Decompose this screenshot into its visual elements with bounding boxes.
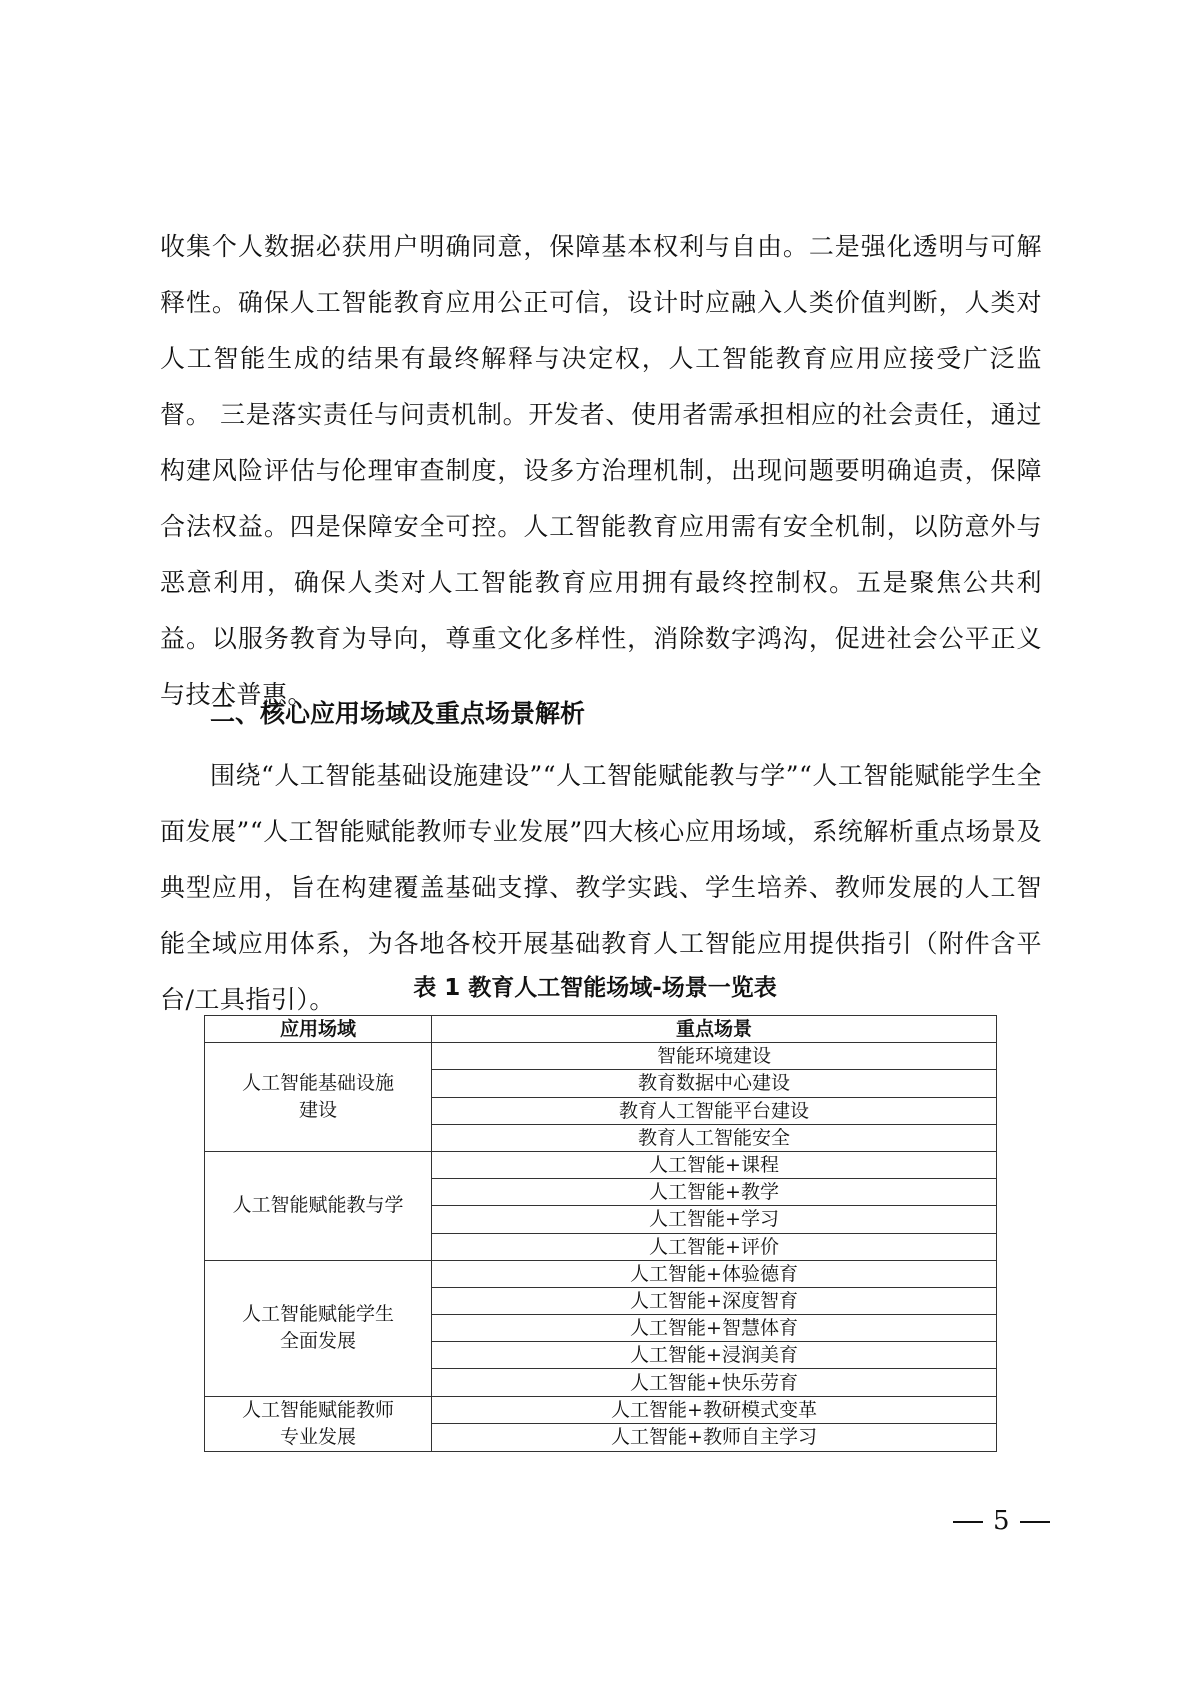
table-header-row — [205, 1016, 997, 1043]
scene-cell: 人工智能+教学 — [432, 1179, 997, 1206]
domain-line: 人工智能基础设施 — [241, 1072, 394, 1095]
table-row — [205, 1260, 997, 1287]
scene-cell: 人工智能+智慧体育 — [432, 1315, 997, 1342]
domain-cell — [205, 1151, 432, 1260]
domain-cell — [205, 1396, 432, 1451]
header-scene: 重点场景 — [432, 1016, 997, 1043]
scene-cell: 人工智能+评价 — [432, 1233, 997, 1260]
domain-line: 专业发展 — [279, 1425, 356, 1448]
domain-line: 人工智能赋能教与学 — [232, 1194, 404, 1217]
page-number-value: 5 — [993, 1506, 1010, 1536]
scene-cell: 人工智能+浸润美育 — [432, 1342, 997, 1369]
scene-cell: 教育数据中心建设 — [432, 1070, 997, 1097]
table-row — [205, 1151, 997, 1178]
page-number — [943, 1506, 1060, 1536]
scene-cell: 人工智能+课程 — [432, 1151, 997, 1178]
domain-line: 全面发展 — [279, 1330, 356, 1353]
scene-cell: 人工智能+学习 — [432, 1206, 997, 1233]
table-caption: 表 1 教育人工智能场域-场景一览表 — [413, 975, 777, 1001]
section-heading: 二、核心应用场域及重点场景解析 — [210, 699, 586, 728]
domain-scene-table — [204, 1015, 997, 1452]
scene-cell: 智能环境建设 — [432, 1043, 997, 1070]
table-row — [205, 1043, 997, 1070]
table-row — [205, 1396, 997, 1424]
scene-cell: 人工智能+教师自主学习 — [432, 1424, 997, 1452]
paragraph-ethics-principles: 收集个人数据必获用户明确同意，保障基本权利与自由。二是强化透明与可解释性。确保人工智能教育应用公正可信，设计时应融入人类价值判断，人类对人工智能生成的结果有最终解释与决定权，人工智能教育应用应接受广泛监督。 三是落实责任与问责机制。开发者、使用者需承担相应的社会责任，通过构建风险评估与伦理审查制度，设多方治理机制，出现问题要明确追责，保障合法权益。四是保障安全可控。人工智能教育应用需有安全机制，以防意外与恶意利用，确保人类对人工智能教育应用拥有最终控制权。五是聚焦公共利益。以服务教育为导向，尊重文化多样性，消除数字鸿沟，促进社会公平正义与技术普惠。 — [160, 232, 1042, 709]
scene-cell: 人工智能+教研模式变革 — [432, 1396, 997, 1424]
scene-cell: 人工智能+快乐劳育 — [432, 1369, 997, 1396]
domain-line: 人工智能赋能学生 — [241, 1303, 394, 1326]
domain-line: 人工智能赋能教师 — [241, 1398, 394, 1421]
scene-cell: 人工智能+深度智育 — [432, 1287, 997, 1314]
domain-line: 建设 — [298, 1099, 337, 1122]
domain-cell — [205, 1043, 432, 1152]
scene-cell: 人工智能+体验德育 — [432, 1260, 997, 1287]
domain-cell — [205, 1260, 432, 1396]
header-domain: 应用场域 — [205, 1016, 432, 1043]
scene-cell: 教育人工智能安全 — [432, 1124, 997, 1151]
paragraph-core-domains: 围绕“人工智能基础设施建设”“人工智能赋能教与学”“人工智能赋能学生全面发展”“人工智能赋能教师专业发展”四大核心应用场域，系统解析重点场景及典型应用，旨在构建覆盖基础支撑、教学实践、学生培养、教师发展的人工智能全域应用体系，为各地各校开展基础教育人工智能应用提供指引（附件含平台/工具指引）。 — [160, 761, 1042, 1014]
dash-right — [1020, 1521, 1050, 1523]
scene-cell: 教育人工智能平台建设 — [432, 1097, 997, 1124]
dash-left — [953, 1521, 983, 1523]
